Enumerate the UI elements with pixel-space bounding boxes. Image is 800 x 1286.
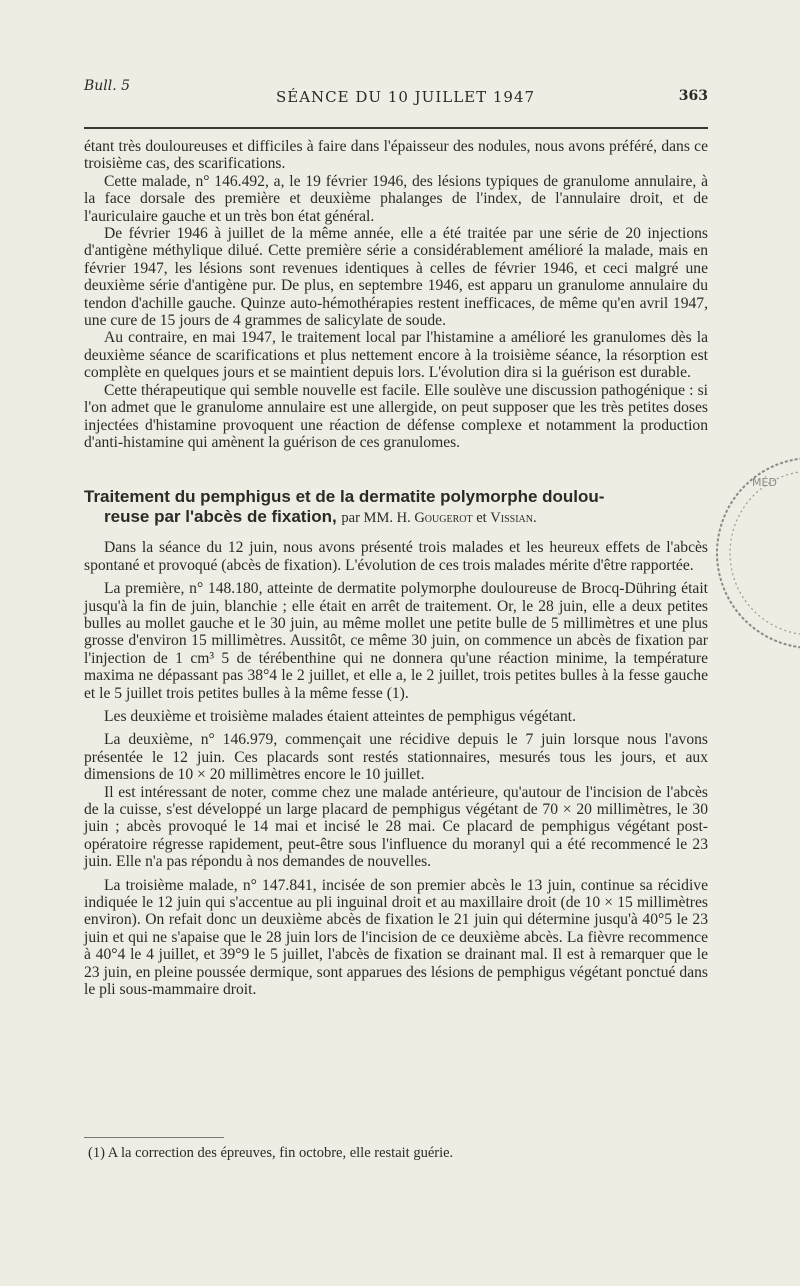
section-title-line1: Traitement du pemphigus et de la dermatite polymorphe doulou-: [84, 487, 605, 507]
paragraph: De février 1946 à juillet de la même année, elle a été traitée par une série de 20 injections d'antigène méthylique dilué. Cette première série a considérablement amélioré la malade, mais en février 1947, les lésions sont revenues identiques à celles de février 1946, et ceci malgré une deuxième série d'antigène pur. De plus, en septembre 1946, est apparu un granulome annulaire du tendon d'achille gauche. Quinze auto-hémothérapies restent inefficaces, de même qu'en avril 1947, une cure de 15 jours de 4 grammes de salicylate de soude.: [84, 225, 708, 330]
paragraph: Cette malade, n° 146.492, a, le 19 février 1946, des lésions typiques de granulome annulaire, à la face dorsale des première et deuxième phalanges de l'index, de l'annulaire droit, et de l'auriculaire gauche et un très bon état général.: [84, 172, 708, 225]
header-rule: [84, 127, 708, 129]
paragraph: Il est intéressant de noter, comme chez une malade antérieure, qu'autour de l'incision de l'abcès de la cuisse, s'est développé un large placard de pemphigus végétant de 70 × 20 millimètres, le 30 juin ; abcès provoqué le 14 mai et incisé le 28 mai. Ce placard de pemphigus végétant post-opératoire régresse rapidement, peut-être sous l'influence du moranyl qui a été recommencé le 23 juin. Elle n'a pas répondu à nos demandes de nouvelles.: [84, 783, 708, 871]
footnote-rule: [84, 1137, 224, 1138]
footnote: (1) A la correction des épreuves, fin octobre, elle restait guérie.: [88, 1145, 454, 1161]
paragraph: La deuxième, n° 146.979, commençait une récidive depuis le 7 juin lorsque nous l'avons présentée le 12 juin. Ces placards sont restés stationnaires, mesurés tous les jours, et aux dimensions de 10 × 20 millimètres encore le 10 juillet.: [84, 731, 708, 784]
paragraph: Cette thérapeutique qui semble nouvelle est facile. Elle soulève une discussion pathogénique : si l'on admet que le granulome annulaire est une allergide, on peut supposer que les très petites doses injectées d'histamine provoquent une réaction de défense complexe et notamment la production d'anti-histamine qui amènent la guérison de ces granulomes.: [84, 381, 708, 451]
library-stamp-icon: [697, 438, 800, 668]
stamp-text: MÉD: [752, 476, 777, 489]
body-text: [84, 138, 708, 998]
paragraph: étant très douloureuses et difficiles à faire dans l'épaisseur des nodules, nous avons préféré, dans ce troisième cas, des scarifications.: [84, 138, 708, 173]
authors-and: et: [476, 510, 487, 527]
authors-prefix: par MM. H.: [341, 510, 411, 527]
running-head: [84, 78, 708, 106]
paragraph: Au contraire, en mai 1947, le traitement local par l'histamine a amélioré les granulomes dès la deuxième séance de scarifications et plus nettement encore à la troisième séance, la résorption est complète en quelques jours et se maintient depuis lors. L'évolution dira si la guérison est durable.: [84, 329, 708, 382]
paragraph: Les deuxième et troisième malades étaient atteintes de pemphigus végétant.: [104, 707, 576, 725]
section-title: [84, 487, 708, 528]
section-authors: [341, 510, 536, 526]
author-name: Vissian.: [490, 510, 537, 527]
paragraph: Dans la séance du 12 juin, nous avons présenté trois malades et les heureux effets de l'abcès spontané et provoqué (abcès de fixation). L'évolution de ces trois malades mérite d'être rapportée.: [84, 539, 708, 574]
page-number: 363: [678, 88, 708, 104]
section-title-line2: reuse par l'abcès de fixation,: [104, 507, 337, 527]
paragraph: La première, n° 148.180, atteinte de dermatite polymorphe douloureuse de Brocq-Dühring était jusqu'à la fin de juin, blanchie ; elle était en arrêt de traitement. Or, le 28 juin, elle a deux petites bulles au mollet gauche et le 30 juin, au même mollet une petite bulle de 5 millimètres et une plus grosse d'environ 15 millimètres. Aussitôt, ce même 30 juin, on commence un abcès de fixation par l'injection de 1 cm³ 5 de térébenthine qui ne donnera qu'une réaction minime, la température maxima ne dépassant pas 38°4 le 2 juillet, et elle a, le 2 juillet, trois petites bulles à la fesse gauche et le 5 juillet trois petites bulles à la même fesse (1).: [84, 580, 708, 702]
paragraph: La troisième malade, n° 147.841, incisée de son premier abcès le 13 juin, continue sa récidive indiquée le 12 juin qui s'accentue au pli inguinal droit et au maxillaire droit (de 10 × 15 millimètres environ). On refait donc un deuxième abcès de fixation le 21 juin qui détermine jusqu'à 40°5 le 23 juin et qui ne s'apaise que le 28 juin lors de l'incision de ce deuxième abcès. La fièvre recommence à 40°4 le 4 juillet, et 39°9 le 5 juillet, l'abcès de fixation se drainant mal. Il est à remarquer que le 23 juin, en pleine poussée dermique, sont apparues des lésions de pemphigus végétant ponctué dans le pli sous-mammaire droit.: [84, 876, 708, 999]
journal-label: Bull. 5: [84, 78, 131, 94]
page-header-title: SÉANCE DU 10 JUILLET 1947: [276, 88, 536, 106]
author-name: Gougerot: [414, 510, 473, 527]
